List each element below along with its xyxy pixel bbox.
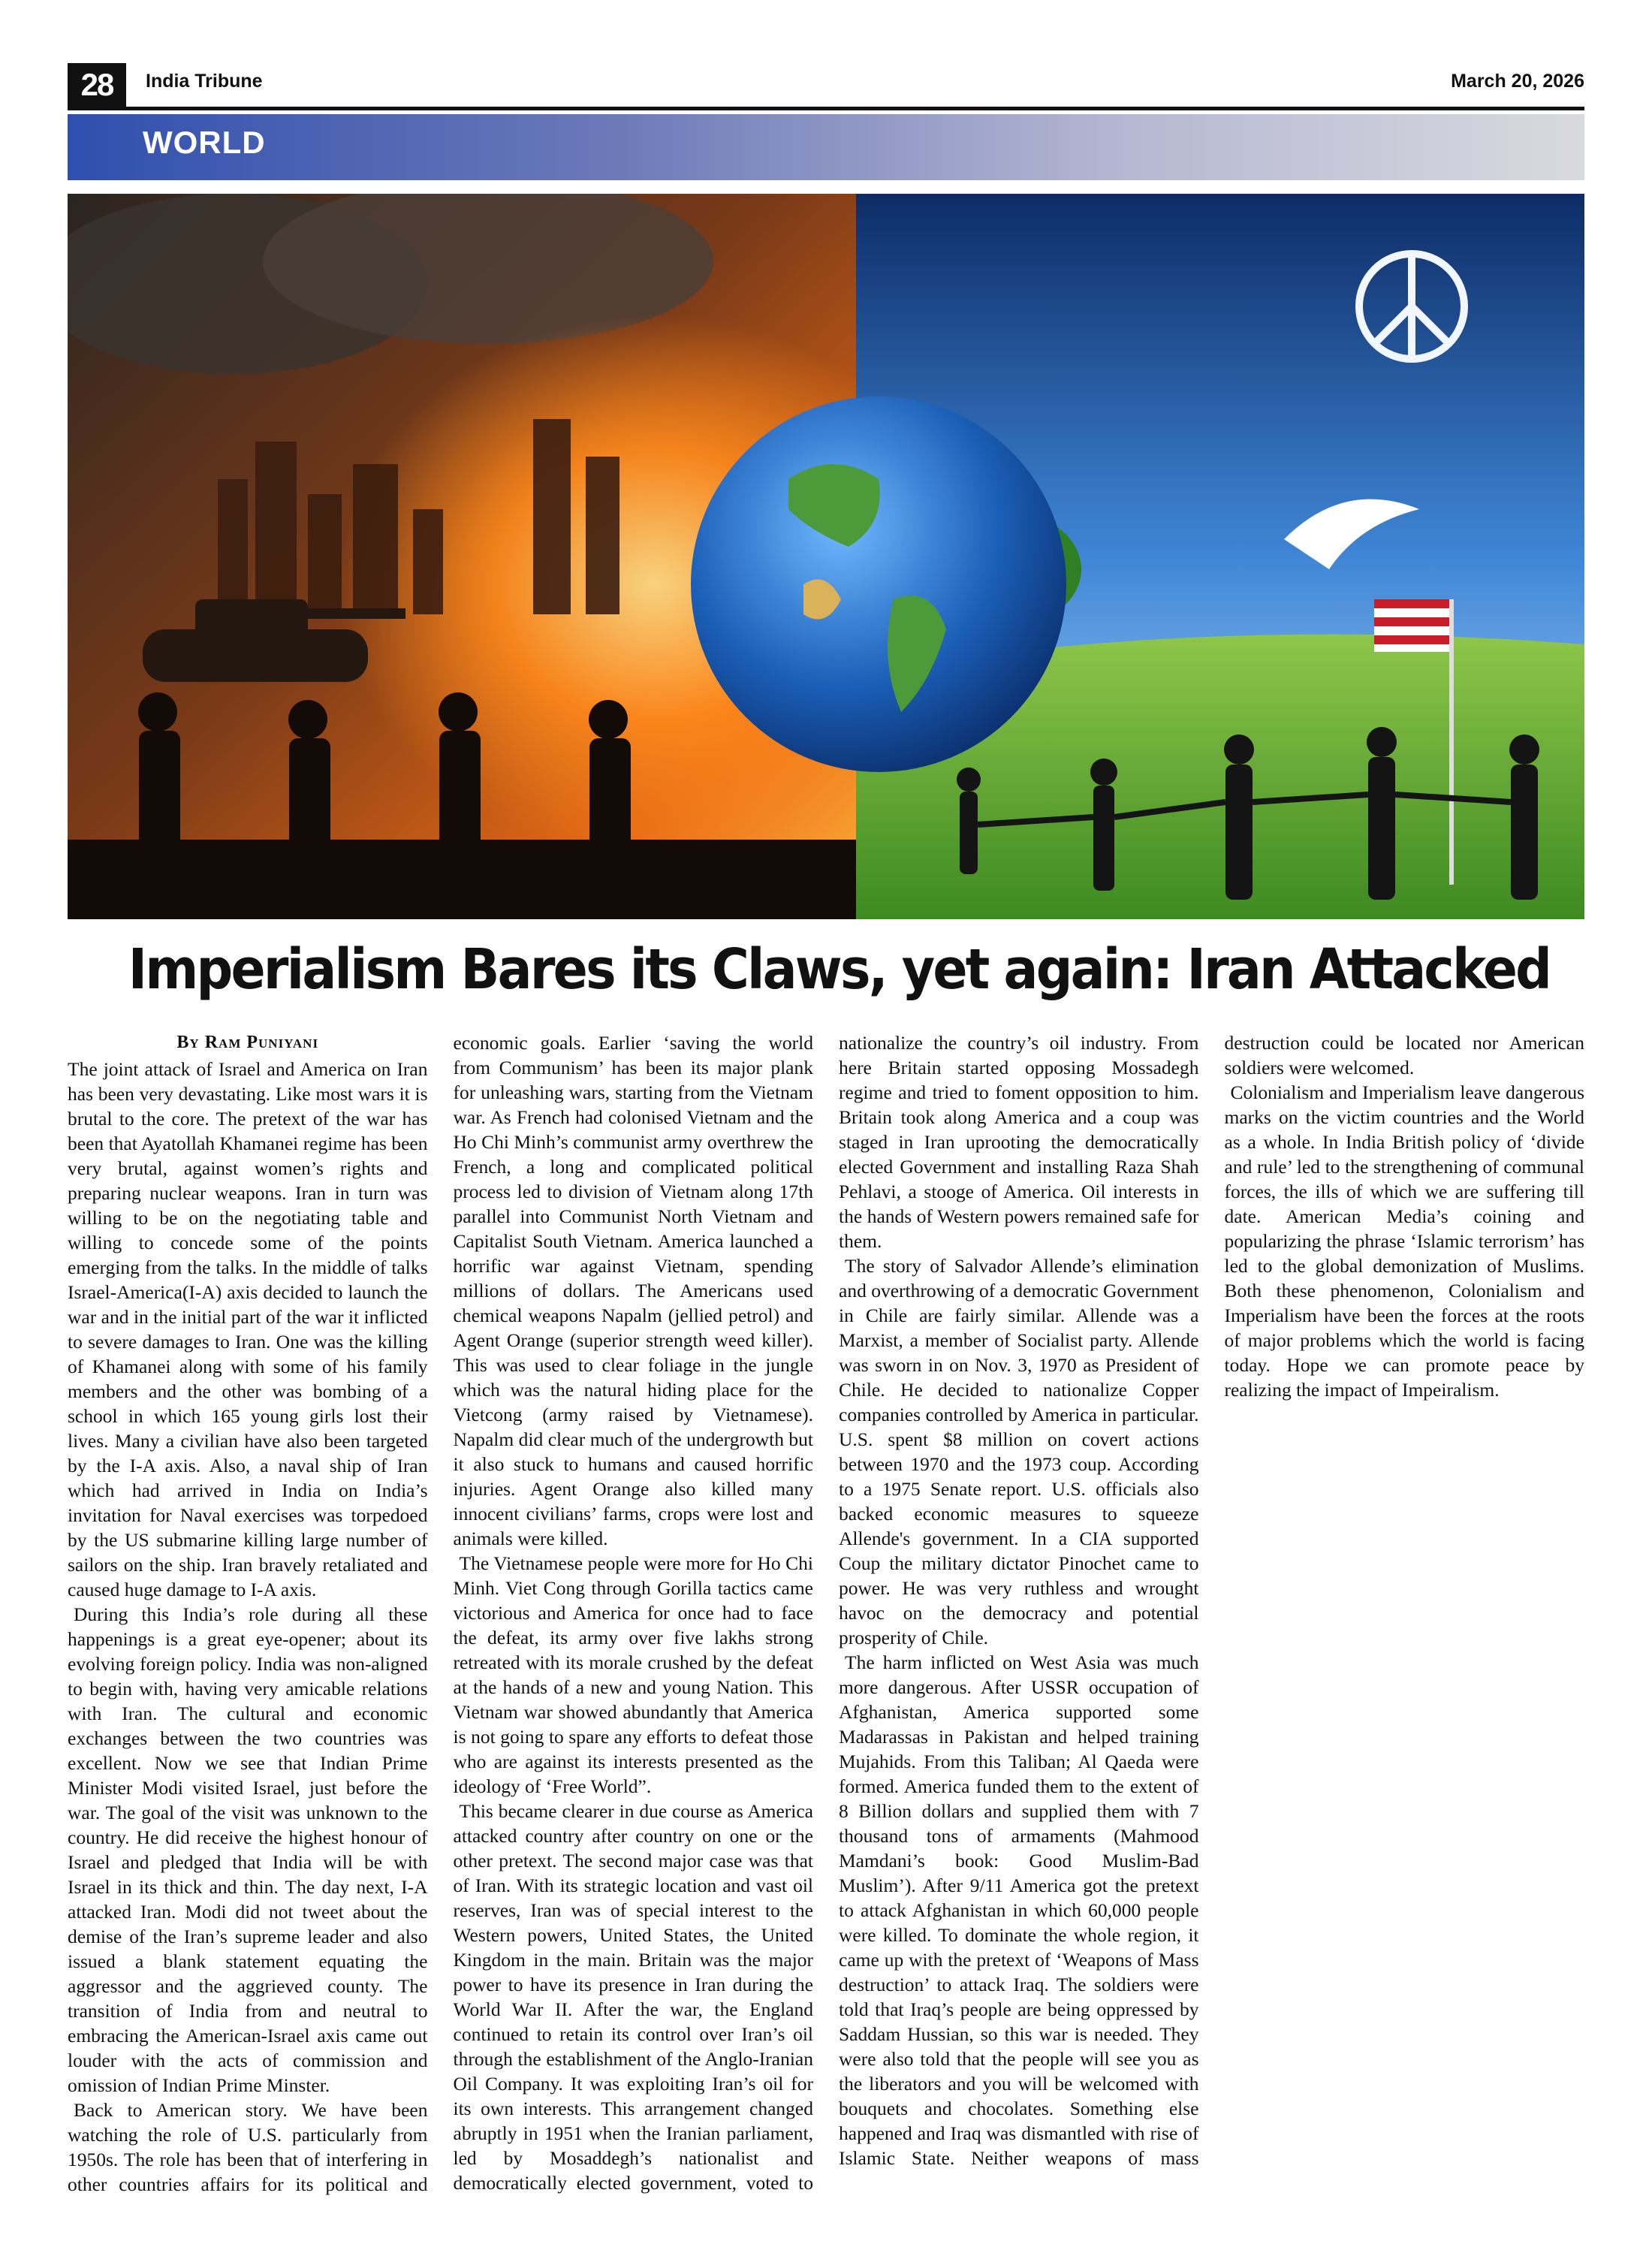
issue-date: March 20, 2026 xyxy=(1451,71,1584,92)
byline: By Ram Puniyani xyxy=(176,1033,319,1052)
article-paragraph: During this India’s role during all these happenings is a great eye-opener; about its evolving foreign policy. India was non-aligned to begin with, having very amicable relations with Iran. The cultural and economic exchanges between the two countries was excellent. Now we see that Indian Prime Minister Modi visited Israel, just before the war. The goal of the visit was unknown to the country. He did receive the highest honour of Israel and pledged that India will be with Israel in its thick and thin. The day next, I-A attacked Iran. Modi did not tweet about the demise of the Iran’s supreme leader and also issued a blank statement equating the aggressor and the aggrieved county. The transition of India from and neutral to embracing the American-Israel axis came out louder with the acts of commission and omission of Indian Prime Minster. xyxy=(68,1603,428,2096)
article-paragraph: The harm inflicted on West Asia was much more dangerous. After USSR occupation of Afghanistan, America supported some Madarassas in Pakistan and helped training Mujahids. From this Taliban; Al Qaeda were formed. America funded them to the extent of 8 Billion dollars and supplied them with 7 thousand tons of armaments (Mahmood Mamdani’s book: Good Muslim-Bad Muslim’). After 9/11 America got the pretext to attack Afghanistan in which 60,000 people were killed. To dominate the whole region, it came up with the pretext of ‘Weapons of Mass destruction’ to attack Iraq. The soldiers were told that Iraq’s people are being oppressed by Saddam Hussian, so this war is needed. They were also told that the people will see you as the liberators and you will be welcomed with bouquets and chocolates. Something else happened and Iraq was dismantled with rise of Islamic State. Neither weapons of mass destruction could be located nor American soldiers were welcomed. xyxy=(839,1032,1584,2169)
page-header xyxy=(68,63,1584,110)
article-paragraph: The joint attack of Israel and America on Iran has been very devastating. Like most wars it is brutal to the core. The pretext of the war has been that Ayatollah Khamanei regime has been very brutal, against women’s rights and preparing nuclear weapons. Iran in turn was willing to be on the negotiating table and willing to concede some of the points emerging from the talks. In the middle of talks Israel-America(I-A) axis decided to launch the war and in the initial part of the war it inflicted to severe damages to Iran. One was the killing of Khamanei along with some of his family members and the other was bombing of a school in which 165 young girls lost their lives. Many a civilian have also been targeted by the I-A axis. Also, a naval ship of Iran which had arrived in India on India’s invitation for Naval exercises was torpedoed by the US submarine killing large number of sailors on the ship. Iran bravely retaliated and caused huge damage to I-A axis. xyxy=(68,1058,428,1600)
article-headline: Imperialism Bares its Claws, yet again: Iran Attacked xyxy=(128,937,1551,1002)
article-paragraph: The story of Salvador Allende’s elimination and overthrowing of a democratic Government in Chile are fairly similar. Allende was a Marxist, a member of Socialist party. Allende was sworn in on Nov. 3, 1970 as President of Chile. He decided to nationalize Copper companies controlled by America in particular. U.S. spent $8 million on covert actions between 1970 and the 1973 coup. According to a 1975 Senate report. U.S. officials also backed economic measures to squeeze Allende's government. In a CIA supported Coup the military dictator Pinochet came to power. He was very ruthless and wrought havoc on the democracy and potential prosperity of Chile. xyxy=(839,1255,1199,1648)
page-number: 28 xyxy=(68,63,126,107)
article-paragraph: Back to American story. We have been watching the role of U.S. particularly from 1950s. The role has been that of interfering in other countries affairs for its political and economic goals. Earlier ‘saving the world from Communism’ has been its major plank for unleashing wars, starting from the Vietnam war. As French had colonised Vietnam and the Ho Chi Minh’s communist army overthrew the French, a long and complicated political process led to division of Vietnam along 17th parallel into Communist North Vietnam and Capitalist South Vietnam. America launched a horrific war against Vietnam, spending millions of dollars. The Americans used chemical weapons Napalm (jellied petrol) and Agent Orange (superior strength weed killer). This was used to clear foliage in the jungle which was the natural hiding place for the Vietcong (army raised by Vietnamese). Napalm did clear much of the undergrowth but it also stuck to humans and caused horrific injuries. Agent Orange also killed many innocent civilians’ farms, crops were lost and animals were killed. xyxy=(68,1032,813,2195)
article-paragraph: Colonialism and Imperialism leave dangerous marks on the victim countries and the World as a whole. In India British policy of ‘divide and rule’ led to the strengthening of communal forces, the ills of which we are suffering till date. American Media’s coining and popularizing the phrase ‘Islamic terrorism’ has led to the global demonization of Muslims. Both these phenomenon, Colonialism and Imperialism have been the forces at the roots of major problems which the world is facing today. Hope we can promote peace by realizing the impact of Impeiralism. xyxy=(1224,1081,1584,1401)
publication-name: India Tribune xyxy=(146,71,263,92)
article-paragraph: The Vietnamese people were more for Ho Chi Minh. Viet Cong through Gorilla tactics came victorious and America for once had to face the defeat, its army over five lakhs strong retreated with its morale crushed by the defeat at the hands of a new and young Nation. This Vietnam war showed abundantly that America is not going to spare any efforts to defeat those who are against its interests presented as the ideology of ‘Free World”. xyxy=(453,1552,813,1797)
article-paragraph: This became clearer in due course as America attacked country after country on one or the other pretext. The second major case was that of Iran. With its strategic location and vast oil reserves, Iran was of special interest to the Western powers, United States, the United Kingdom in the main. Britain was the major power to have its presence in Iran during the World War II. After the war, the England continued to retain its control over Iran’s oil through the establishment of the Anglo-Iranian Oil Company. It was exploiting Iran’s oil for its own interests. This arrangement changed abruptly in 1951 when the Iranian parliament, led by Mosaddegh’s nationalist and democratically elected government, voted to nationalize the country’s oil industry. From here Britain started opposing Mossadegh regime and tried to foment opposition to him. Britain took along America and a coup was staged in Iran uprooting the democratically elected Government and installing Raza Shah Pehlavi, a stooge of America. Oil interests in the hands of Western powers remained safe for them. xyxy=(453,1032,1199,2194)
section-banner xyxy=(68,114,1584,180)
article-body xyxy=(68,1030,1584,2202)
section-label: WORLD xyxy=(143,125,266,160)
war-and-peace-globe-illustration xyxy=(68,194,1584,919)
